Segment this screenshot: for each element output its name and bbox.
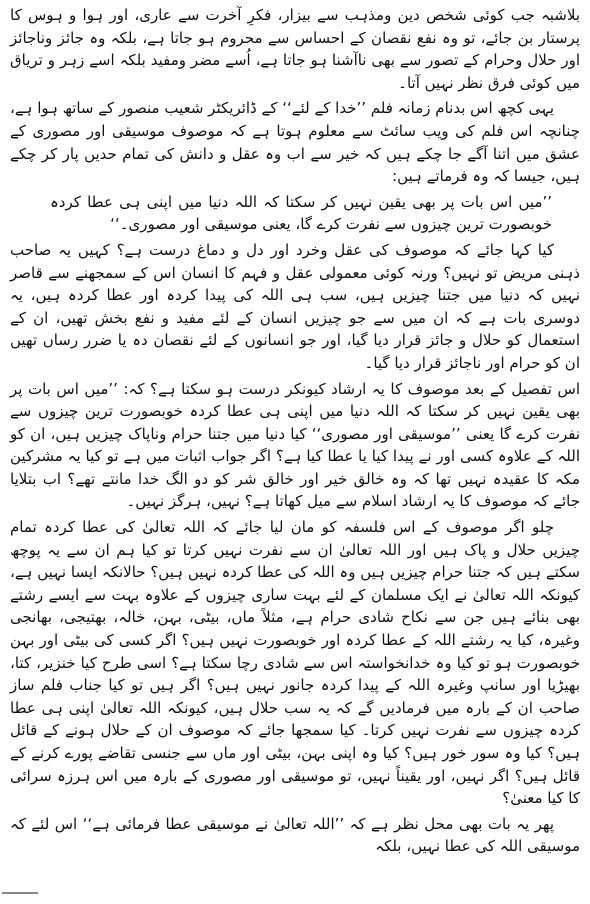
paragraph-4: کیا کہا جائے کہ موصوف کی عقل وخرد اور دل و دماغ درست ہے؟ کہیں یہ صاحب ذہنی مریض تو نہیں؟ ورنہ کوئی معمولی عقل و فہم کا انسان اس کے سمجھنے سے قاصر نہیں کہ دنیا میں جتنا چیزیں ہیں، سب ہی اللہ کی پیدا کردہ اور عطا کردہ ہیں، یہ دوسری بات ہے کہ ان میں سے جو چیزیں انسان کے لئے مفید و نفع بخش تھیں، ان کے استعمال کو حلال و جائز قرار دیا گیا، اور جو انسانوں کے لئے نقصان دہ یا ضرر رساں تھیں ان کو حرام اور ناجائز قرار دیا گیا۔: [10, 240, 580, 372]
paragraph-1: بلاشبہ جب کوئی شخص دین ومذہب سے بیزار، فکرِ آخرت سے عاری، اور ہوا و ہوس کا پرستار بن جائے، تو وہ نفع نقصان کے احساس سے محروم ہو جاتا ہے، بلکہ وہ جائز وناجائز اور حلال وحرام کے تصور سے بھی ناآشنا ہو جاتا ہے، اُسے مضر ومفید بلکہ اسے زہر و تریاق میں کوئی فرق نظر نہیں آتا۔: [10, 6, 580, 92]
paragraph-6: چلو اگر موصوف کے اس فلسفہ کو مان لیا جائے کہ اللہ تعالیٰ کی عطا کردہ تمام چیزیں حلال و پاک ہیں اور اللہ تعالیٰ ان سے نفرت نہیں کرتا تو کیا ہم ان سے یہ پوچھ سکتے ہیں کہ جتنا حرام چیزیں ہیں وہ اللہ کی عطا کردہ نہیں ہیں؟ حالانکہ ایسا نہیں ہے، کیونکہ اللہ تعالیٰ نے ایک مسلمان کے لئے بہت ساری چیزوں کے علاوہ بہت سے ایسے رشتے بھی بنائے ہیں جن سے نکاح شادی حرام ہے، مثلاً ماں، بیٹی، بہن، خالہ، بھتیجی، بھانجی وغیرہ، کیا یہ رشتے اللہ کے عطا کردہ اور خوبصورت نہیں ہیں؟ اگر کسی کی بیٹی اور بہن خوبصورت ہو تو کیا وہ خدانخواستہ اس سے شادی رچا سکتا ہے؟ اسی طرح کیا خنزیر، کتا، بھیڑیا اور سانپ وغیرہ اللہ کے پیدا کردہ جانور نہیں ہیں؟ اگر ہیں تو کیا جناب فلم ساز صاحب ان کے بارہ میں فرمادیں گے کہ یہ سب حلال ہیں، کیونکہ اللہ تعالیٰ اپنی ہی عطا کردہ چیزوں سے نفرت نہیں کرتا۔ کیا سمجھا جائے کہ موصوف ان کے حلال ہونے کے قائل ہیں؟ کیا وہ سور خور ہیں؟ کیا وہ اپنی بہن، بیٹی اور ماں سے جنسی تقاضے پورے کرنے کے قائل ہیں؟ اگر نہیں، اور یقیناً نہیں، تو موسیقی اور مصوری کے بارہ میں اس ہرزہ سرائی کا کیا معنیٰ؟: [10, 518, 580, 808]
paragraph-5: اس تفصیل کے بعد موصوف کا یہ ارشاد کیونکر درست ہو سکتا ہے؟ کہ: ’’میں اس بات پر بھی یقین نہیں کر سکتا کہ اللہ دنیا میں اپنی ہی عطا کردہ خوبصورت ترین چیزوں سے نفرت کرے گا یعنی ’’موسیقی اور مصوری‘‘ کیا دنیا میں جتنا حرام وناپاک چیزیں ہیں، ان کو اللہ کے علاوہ کسی اور نے پیدا کیا یا عطا کیا ہے؟ اگر جواب اثبات میں ہے تو کیا یہ مشرکین مکہ کا عقیدہ نہیں تھا کہ وہ خالق خیر اور خالق شر کو دو الگ خدا مانتے تھے؟ اب بتلایا جائے کہ موصوف کا یہ ارشاد اسلام سے میل کھاتا ہے؟ نہیں، ہرگز نہیں۔: [10, 379, 580, 511]
paragraph-7: پھر یہ بات بھی محل نظر ہے کہ ’’اللہ تعالیٰ نے موسیقی عطا فرمائی ہے‘‘ اس لئے کہ موسیقی اللہ کی عطا نہیں، بلکہ: [10, 814, 580, 856]
paragraph-2: یہی کچھ اس بدنام زمانہ فلم ’’خدا کے لئے‘‘ کے ڈائریکٹر شعیب منصور کے ساتھ ہوا ہے، چنانچہ اس فلم کی ویب سائٹ سے معلوم ہوتا ہے کہ موصوف موسیقی اور مصوری کے عشق میں اتنا آگے جا چکے ہیں کہ خیر سے اب وہ عقل و دانش کی تمام حدیں پار کر چکے ہیں، جیسا کہ وہ فرماتے ہیں:: [10, 99, 580, 186]
quote-paragraph: ’’میں اس بات پر بھی یقین نہیں کر سکتا کہ اللہ دنیا میں اپنی ہی عطا کردہ خوبصورت ترین چیزوں سے نفرت کرے گا، یعنی موسیقی اور مصوری۔‘‘: [50, 192, 552, 234]
scan-edge-mark: [2, 892, 38, 902]
